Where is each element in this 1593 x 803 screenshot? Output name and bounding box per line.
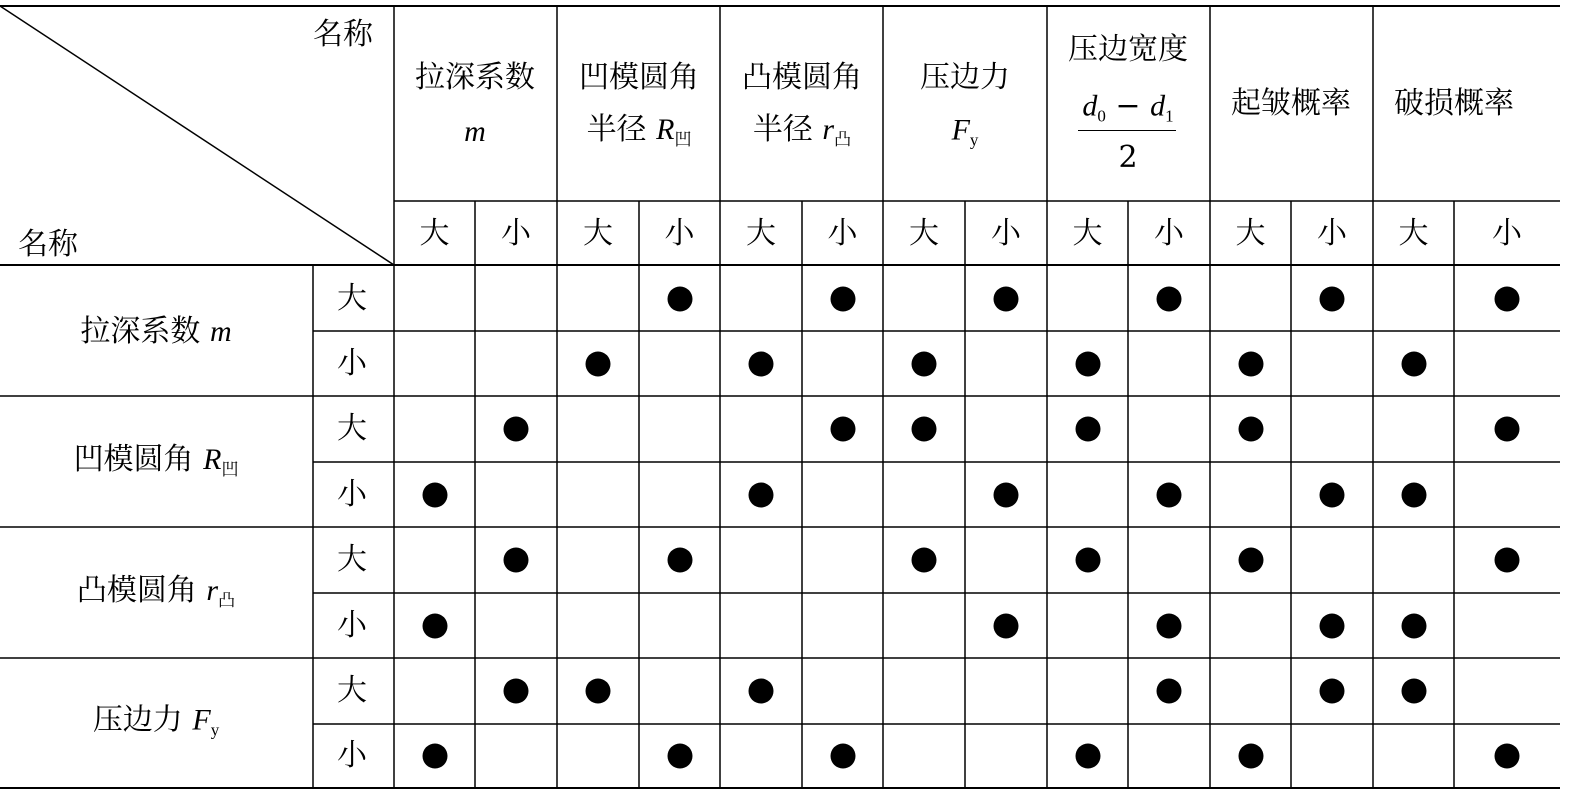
mark-dot-r2-c10 (1238, 417, 1263, 442)
mark-dot-r5-c11 (1320, 613, 1345, 638)
numerator-d0: d (1082, 89, 1098, 123)
col-header-rupture-probability: 破损概率 (1394, 86, 1514, 121)
row-header-die-radius-symbol: R (203, 443, 222, 476)
col-header-blank-holder-force-symbol: F (951, 113, 970, 147)
row-header-punch-radius (76, 573, 236, 611)
mark-dot-r0-c13 (1495, 286, 1520, 311)
mark-dot-r7-c8 (1075, 744, 1100, 769)
subheader-small-1: 小 (664, 216, 695, 251)
col-header-blank-holder-force-subscript: y (969, 130, 979, 150)
col-header-draw-ratio: 拉深系数 (415, 60, 535, 95)
mark-dot-r7-c3 (667, 744, 692, 769)
mark-dot-r7-c5 (830, 744, 855, 769)
corner-top-label: 名称 (313, 17, 373, 52)
subheader-small-2: 小 (827, 216, 858, 251)
mark-dot-r7-c13 (1495, 744, 1520, 769)
row-header-blank-holder-force (92, 702, 220, 740)
mark-dot-r1-c10 (1238, 351, 1263, 376)
row-header-punch-radius-label: 凸模圆角 (76, 573, 207, 608)
mark-dot-r2-c5 (830, 417, 855, 442)
col-header-draw-ratio-symbol: m (464, 115, 486, 148)
mark-dot-r7-c0 (422, 744, 447, 769)
row-level-large-0: 大 (337, 280, 367, 316)
mark-dot-r4-c8 (1075, 548, 1100, 573)
subheader-small-5: 小 (1317, 216, 1347, 251)
col-header-die-radius-line2 (586, 112, 692, 150)
col-header-die-radius: 凹模圆角 (579, 60, 699, 95)
subheader-small-0: 小 (501, 216, 531, 251)
mark-dot-r6-c9 (1157, 679, 1182, 704)
fraction-bar (1078, 130, 1176, 131)
col-header-die-radius-prefix: 半径 (586, 112, 657, 147)
mark-dot-r2-c13 (1495, 417, 1520, 442)
mark-dot-r4-c13 (1495, 548, 1520, 573)
numerator-d1: d (1150, 89, 1166, 123)
subheader-small-6: 小 (1492, 216, 1522, 251)
mark-dot-r4-c3 (667, 548, 692, 573)
subheader-large-0: 大 (419, 216, 450, 251)
row-header-die-radius-subscript: 凹 (221, 460, 239, 480)
subheader-large-5: 大 (1235, 216, 1266, 251)
subheader-small-3: 小 (991, 216, 1021, 251)
col-header-punch-radius: 凸模圆角 (742, 60, 862, 95)
row-level-large-3: 大 (337, 673, 367, 708)
row-header-die-radius-label: 凹模圆角 (73, 442, 204, 477)
col-header-blank-holder-force-line2 (951, 113, 979, 150)
mark-dot-r6-c4 (749, 679, 774, 704)
mark-dot-r1-c12 (1401, 351, 1426, 376)
subheader-large-4: 大 (1072, 216, 1103, 251)
subheader-large-1: 大 (583, 216, 613, 251)
row-level-large-1: 大 (337, 411, 367, 446)
mark-dot-r5-c7 (994, 613, 1019, 638)
row-header-punch-radius-subscript: 凸 (218, 591, 236, 611)
mark-dot-r3-c9 (1157, 482, 1182, 507)
mark-dot-r1-c8 (1075, 351, 1100, 376)
row-level-large-2: 大 (337, 542, 367, 577)
mark-dot-r0-c5 (830, 286, 855, 311)
col-header-flange-width: 压边宽度 (1068, 32, 1188, 67)
subheader-large-3: 大 (909, 216, 939, 251)
subheader-large-6: 大 (1398, 216, 1429, 251)
col-header-flange-width-denominator: 2 (1118, 140, 1138, 175)
mark-dot-r1-c4 (749, 351, 774, 376)
mark-dot-r0-c7 (994, 286, 1019, 311)
mark-dot-r0-c3 (667, 286, 692, 311)
row-header-die-radius (73, 442, 239, 480)
row-level-small-1: 小 (337, 476, 367, 512)
mark-dot-r2-c6 (912, 417, 937, 442)
mark-dot-r6-c2 (586, 679, 611, 704)
mark-dot-r3-c4 (749, 482, 774, 507)
mark-dot-r0-c9 (1157, 286, 1182, 311)
mark-dot-r5-c9 (1157, 613, 1182, 638)
col-header-punch-radius-line2 (752, 112, 852, 150)
numerator-d1-subscript: 1 (1165, 106, 1174, 126)
mark-dot-r5-c12 (1401, 613, 1426, 638)
col-header-blank-holder-force: 压边力 (920, 60, 1010, 95)
mark-dot-r1-c6 (912, 351, 937, 376)
row-level-small-3: 小 (337, 738, 367, 773)
row-header-draw-ratio-label: 拉深系数 (80, 314, 210, 349)
row-header-punch-radius-symbol: r (206, 574, 219, 607)
mark-dot-r1-c2 (586, 351, 611, 376)
col-header-punch-radius-prefix: 半径 (752, 112, 823, 147)
mark-dot-r4-c10 (1238, 548, 1263, 573)
mark-dot-r2-c8 (1075, 417, 1100, 442)
col-header-wrinkle-probability: 起皱概率 (1231, 86, 1351, 121)
row-header-draw-ratio-symbol: m (209, 315, 232, 348)
mark-dot-r6-c1 (504, 679, 529, 704)
mark-dot-r5-c0 (422, 613, 447, 638)
row-level-small-0: 小 (337, 345, 367, 381)
mark-dot-r7-c10 (1238, 744, 1263, 769)
mark-dot-r3-c7 (994, 482, 1019, 507)
col-header-flange-width-numerator (1082, 88, 1174, 126)
mark-dot-r6-c11 (1320, 679, 1345, 704)
mark-dot-r4-c1 (504, 548, 529, 573)
mark-dot-r2-c1 (504, 417, 529, 442)
mark-dot-r3-c12 (1401, 482, 1426, 507)
mark-dot-r4-c6 (912, 548, 937, 573)
mark-dot-r3-c0 (422, 482, 447, 507)
col-header-die-radius-subscript: 凹 (674, 130, 692, 150)
row-header-draw-ratio (80, 314, 232, 349)
col-header-punch-radius-subscript: 凸 (834, 130, 852, 150)
row-level-small-2: 小 (337, 607, 367, 643)
subheader-large-2: 大 (746, 216, 776, 251)
numerator-d0-subscript: 0 (1097, 106, 1106, 126)
row-header-blank-holder-force-label: 压边力 (92, 702, 193, 738)
row-header-blank-holder-force-symbol: F (192, 703, 211, 737)
numerator-minus: − (1105, 88, 1151, 124)
corner-bottom-label: 名称 (18, 227, 78, 262)
mark-dot-r0-c11 (1320, 286, 1345, 311)
col-header-punch-radius-symbol: r (822, 113, 835, 146)
mark-dot-r3-c11 (1320, 482, 1345, 507)
subheader-small-4: 小 (1154, 216, 1184, 251)
row-header-blank-holder-force-subscript: y (210, 720, 220, 740)
mark-dot-r6-c12 (1401, 679, 1426, 704)
col-header-die-radius-symbol: R (656, 113, 675, 146)
